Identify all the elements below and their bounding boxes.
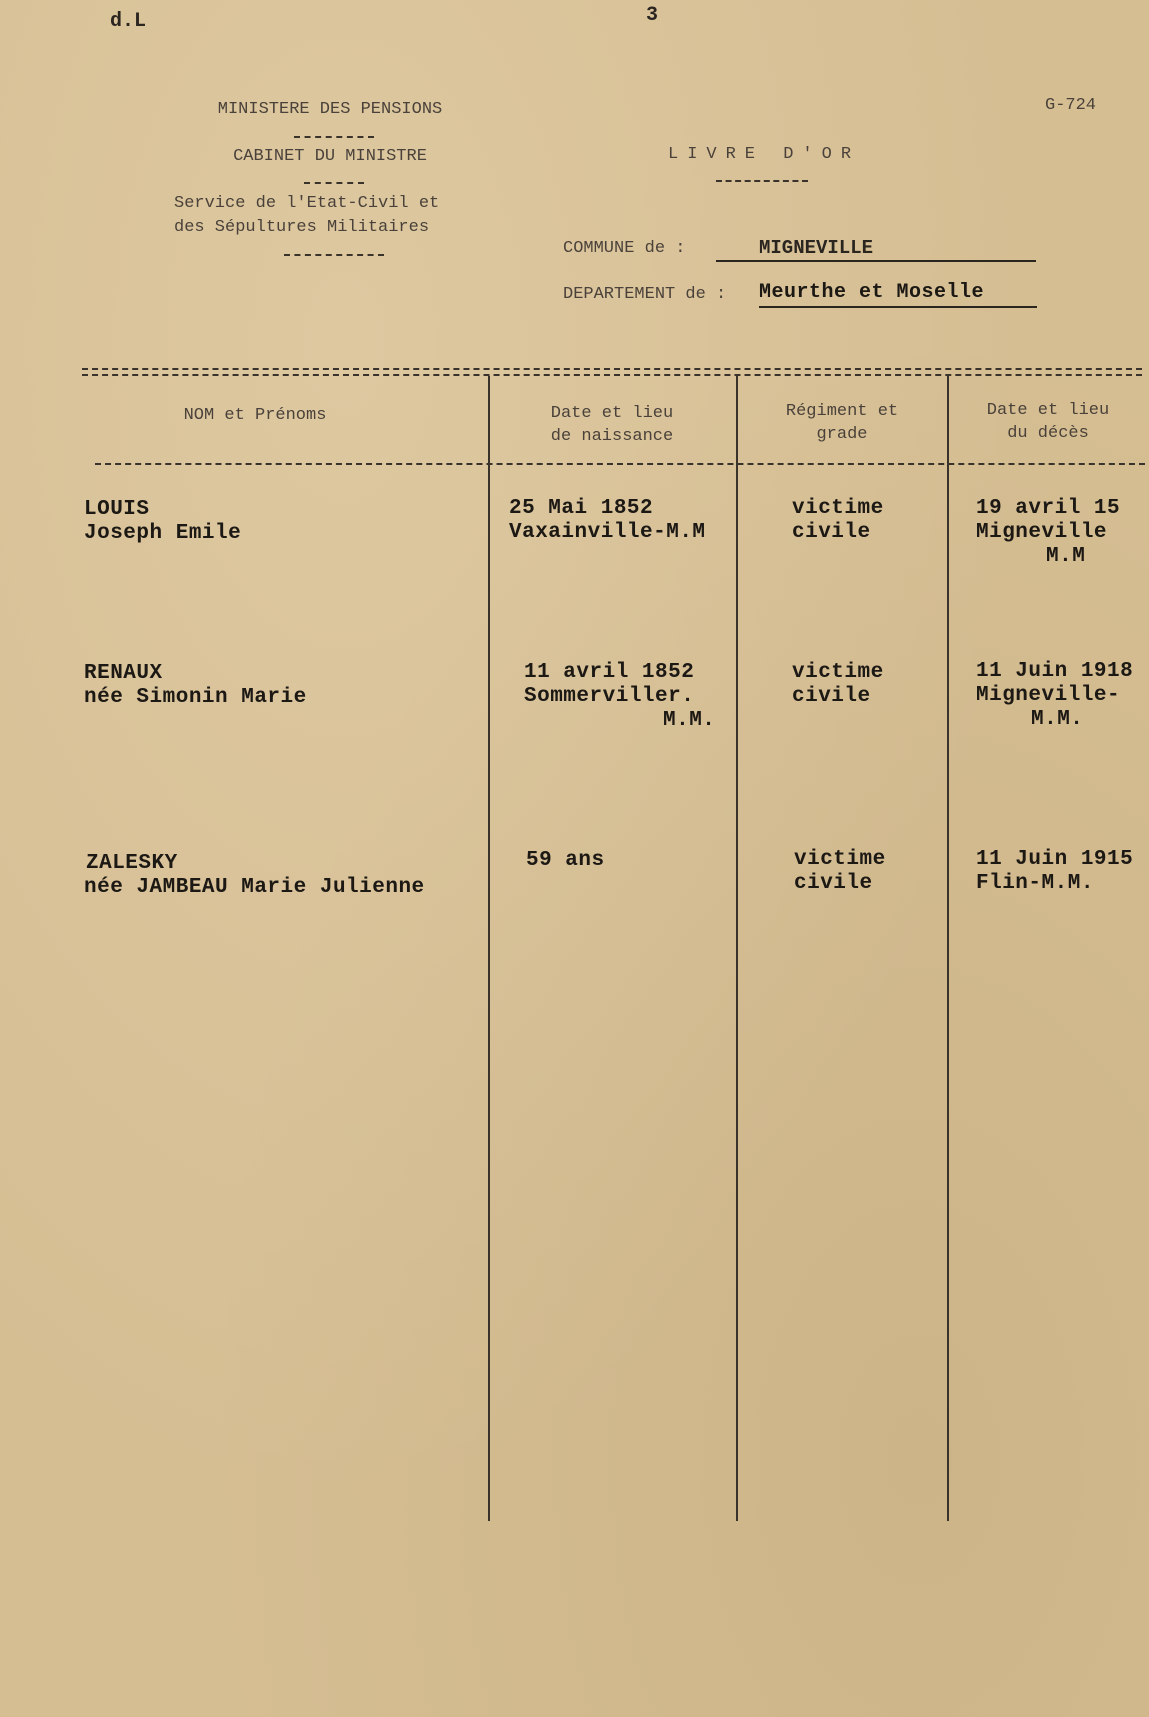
departement-underline <box>759 306 1037 308</box>
row-death-line-3: M.M. <box>1031 708 1084 731</box>
row-death-line-2: Migneville- <box>976 684 1121 707</box>
row-name-line-1: LOUIS <box>84 498 150 521</box>
row-death-line-2: Migneville <box>976 521 1108 544</box>
commune-label: COMMUNE de : <box>563 239 686 258</box>
row-death-line-1: 11 Juin 1915 <box>976 848 1134 871</box>
row-regiment-line-1: victime <box>794 848 886 871</box>
column-divider-1 <box>488 376 490 1521</box>
row-birth-line-1: 11 avril 1852 <box>524 661 695 684</box>
column-header-regiment-1: Régiment et <box>785 402 899 421</box>
row-name-line-1: ZALESKY <box>86 852 178 875</box>
row-death-line-2: Flin-M.M. <box>976 872 1094 895</box>
row-birth-line-1: 59 ans <box>526 849 605 872</box>
service-line-2: des Sépultures Militaires <box>174 218 430 237</box>
title-divider <box>716 180 808 182</box>
row-death-line-1: 11 Juin 1918 <box>976 660 1134 683</box>
row-birth-line-2: Sommerviller. <box>524 685 695 708</box>
row-death-line-3: M.M <box>1046 545 1086 568</box>
row-name-line-1: RENAUX <box>84 662 163 685</box>
service-divider <box>284 254 384 256</box>
row-death-line-1: 19 avril 15 <box>976 497 1121 520</box>
column-header-death-2: du décès <box>1007 424 1089 443</box>
row-regiment-line-1: victime <box>792 661 884 684</box>
ministry-name: MINISTERE DES PENSIONS <box>217 100 443 119</box>
column-header-birth-2: de naissance <box>550 427 674 446</box>
document-title: LIVRE D'OR <box>668 145 861 164</box>
header-bottom-rule <box>95 463 1145 465</box>
column-header-name: NOM et Prénoms <box>183 406 327 425</box>
row-name-line-2: née Simonin Marie <box>84 686 307 709</box>
departement-value: Meurthe et Moselle <box>759 281 985 304</box>
reference-code: G-724 <box>1045 96 1097 115</box>
row-regiment-line-2: civile <box>794 872 873 895</box>
row-birth-line-2: Vaxainville-M.M <box>509 521 706 544</box>
table-top-rule <box>82 368 1142 370</box>
ministry-divider <box>294 136 374 138</box>
column-header-birth-1: Date et lieu <box>550 404 674 423</box>
cabinet-divider <box>304 182 364 184</box>
column-header-regiment-2: grade <box>816 425 868 444</box>
row-name-line-2: née JAMBEAU Marie Julienne <box>84 876 425 899</box>
column-divider-2 <box>736 376 738 1521</box>
service-line-1: Service de l'Etat-Civil et <box>174 194 440 213</box>
table-top-rule-2 <box>82 374 1142 376</box>
commune-underline <box>716 260 1036 262</box>
departement-label: DEPARTEMENT de : <box>563 285 727 304</box>
corner-mark: d.L <box>110 10 147 33</box>
column-header-death-1: Date et lieu <box>986 401 1110 420</box>
row-regiment-line-1: victime <box>792 497 884 520</box>
row-birth-line-1: 25 Mai 1852 <box>509 497 654 520</box>
cabinet-name: CABINET DU MINISTRE <box>233 147 427 166</box>
row-name-line-2: Joseph Emile <box>84 522 242 545</box>
row-birth-line-3: M.M. <box>663 709 716 732</box>
row-regiment-line-2: civile <box>792 685 871 708</box>
column-divider-3 <box>947 376 949 1521</box>
page-number: 3 <box>646 4 659 27</box>
commune-value: MIGNEVILLE <box>759 237 874 259</box>
row-regiment-line-2: civile <box>792 521 871 544</box>
